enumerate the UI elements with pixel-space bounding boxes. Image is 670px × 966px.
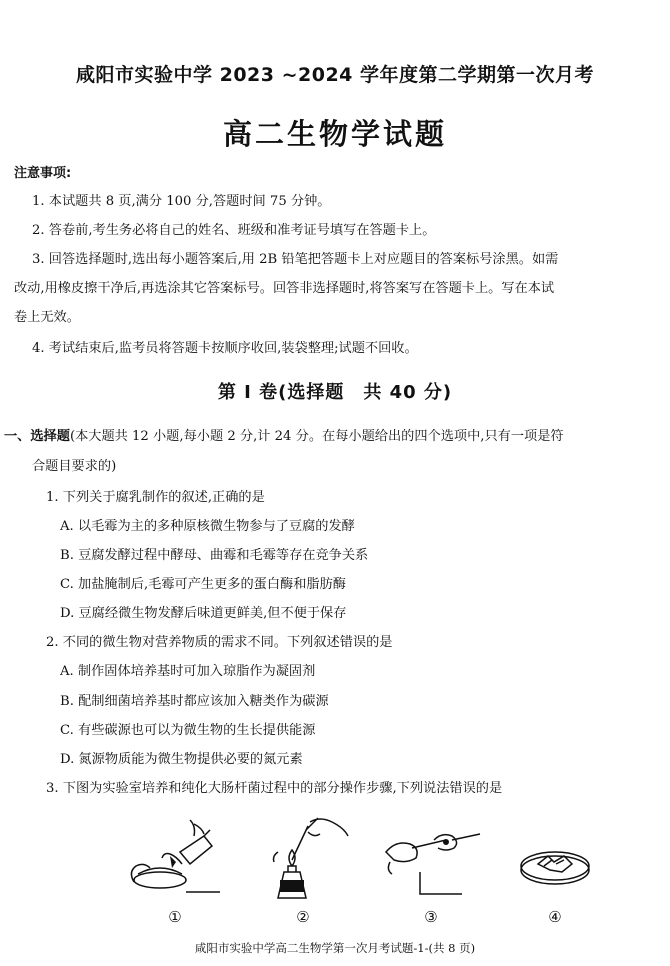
figure-step-3 — [376, 812, 486, 932]
notice-heading: 注意事项: — [14, 166, 72, 181]
pouring-plate-icon — [120, 812, 230, 907]
paper-title: 高二生物学试题 — [222, 117, 447, 151]
procedure-figure — [120, 812, 600, 932]
question-1-option-c: C. 加盐腌制后,毛霉可产生更多的蛋白酶和脂肪酶 — [60, 577, 346, 592]
figure-label-4: ④ — [548, 908, 562, 926]
notice-item-2: 2. 答卷前,考生务必将自己的姓名、班级和准考证号填写在答题卡上。 — [32, 223, 436, 238]
figure-label-3: ③ — [424, 908, 438, 926]
figure-label-2: ② — [296, 908, 310, 926]
flame-sterilize-loop-icon — [248, 812, 358, 907]
part-label: 一、选择题 — [4, 429, 70, 444]
streak-inoculation-icon — [376, 812, 486, 907]
question-2-option-a: A. 制作固体培养基时可加入琼脂作为凝固剂 — [60, 664, 316, 679]
page-footer: 咸阳市实验中学高二生物学第一次月考试题-1-(共 8 页) — [194, 941, 476, 955]
petri-dish-streak-icon — [500, 812, 610, 907]
figure-step-1 — [120, 812, 230, 932]
school-exam-title: 咸阳市实验中学 2023 ~2024 学年度第二学期第一次月考 — [75, 64, 595, 86]
figure-label-1: ① — [168, 908, 182, 926]
question-2-option-c: C. 有些碳源也可以为微生物的生长提供能源 — [60, 723, 316, 738]
question-1-option-a: A. 以毛霉为主的多种原核微生物参与了豆腐的发酵 — [60, 519, 355, 534]
notice-item-3-line-2: 改动,用橡皮擦干净后,再选涂其它答案标号。回答非选择题时,将答案写在答题卡上。写在本试 — [14, 281, 555, 296]
part-description: (本大题共 12 小题,每小题 2 分,计 24 分。在每小题给出的四个选项中,只有一项是符 — [69, 429, 564, 444]
question-2-option-d: D. 氮源物质能为微生物提供必要的氮元素 — [60, 752, 303, 767]
section-title: 第 Ⅰ 卷(选择题 共 40 分) — [217, 382, 453, 403]
question-1-option-b: B. 豆腐发酵过程中酵母、曲霉和毛霉等存在竞争关系 — [60, 548, 369, 563]
notice-item-4: 4. 考试结束后,监考员将答题卡按顺序收回,装袋整理;试题不回收。 — [32, 341, 418, 356]
notice-item-3-line-3: 卷上无效。 — [14, 310, 80, 325]
question-2-stem: 2. 不同的微生物对营养物质的需求不同。下列叙述错误的是 — [46, 635, 393, 650]
figure-step-2 — [248, 812, 358, 932]
question-1-stem: 1. 下列关于腐乳制作的叙述,正确的是 — [46, 490, 265, 505]
notice-item-1: 1. 本试题共 8 页,满分 100 分,答题时间 75 分钟。 — [32, 194, 331, 209]
notice-item-3-line-1: 3. 回答选择题时,选出每小题答案后,用 2B 铅笔把答题卡上对应题目的答案标号涂黑。如需 — [32, 252, 559, 267]
part-instructions — [4, 425, 564, 444]
question-2-option-b: B. 配制细菌培养基时都应该加入糖类作为碳源 — [60, 694, 329, 709]
figure-step-4 — [500, 812, 610, 932]
question-1-option-d: D. 豆腐经微生物发酵后味道更鲜美,但不便于保存 — [60, 606, 347, 621]
part-description-line-2: 合题目要求的) — [32, 459, 117, 474]
question-3-stem: 3. 下图为实验室培养和纯化大肠杆菌过程中的部分操作步骤,下列说法错误的是 — [46, 781, 503, 796]
